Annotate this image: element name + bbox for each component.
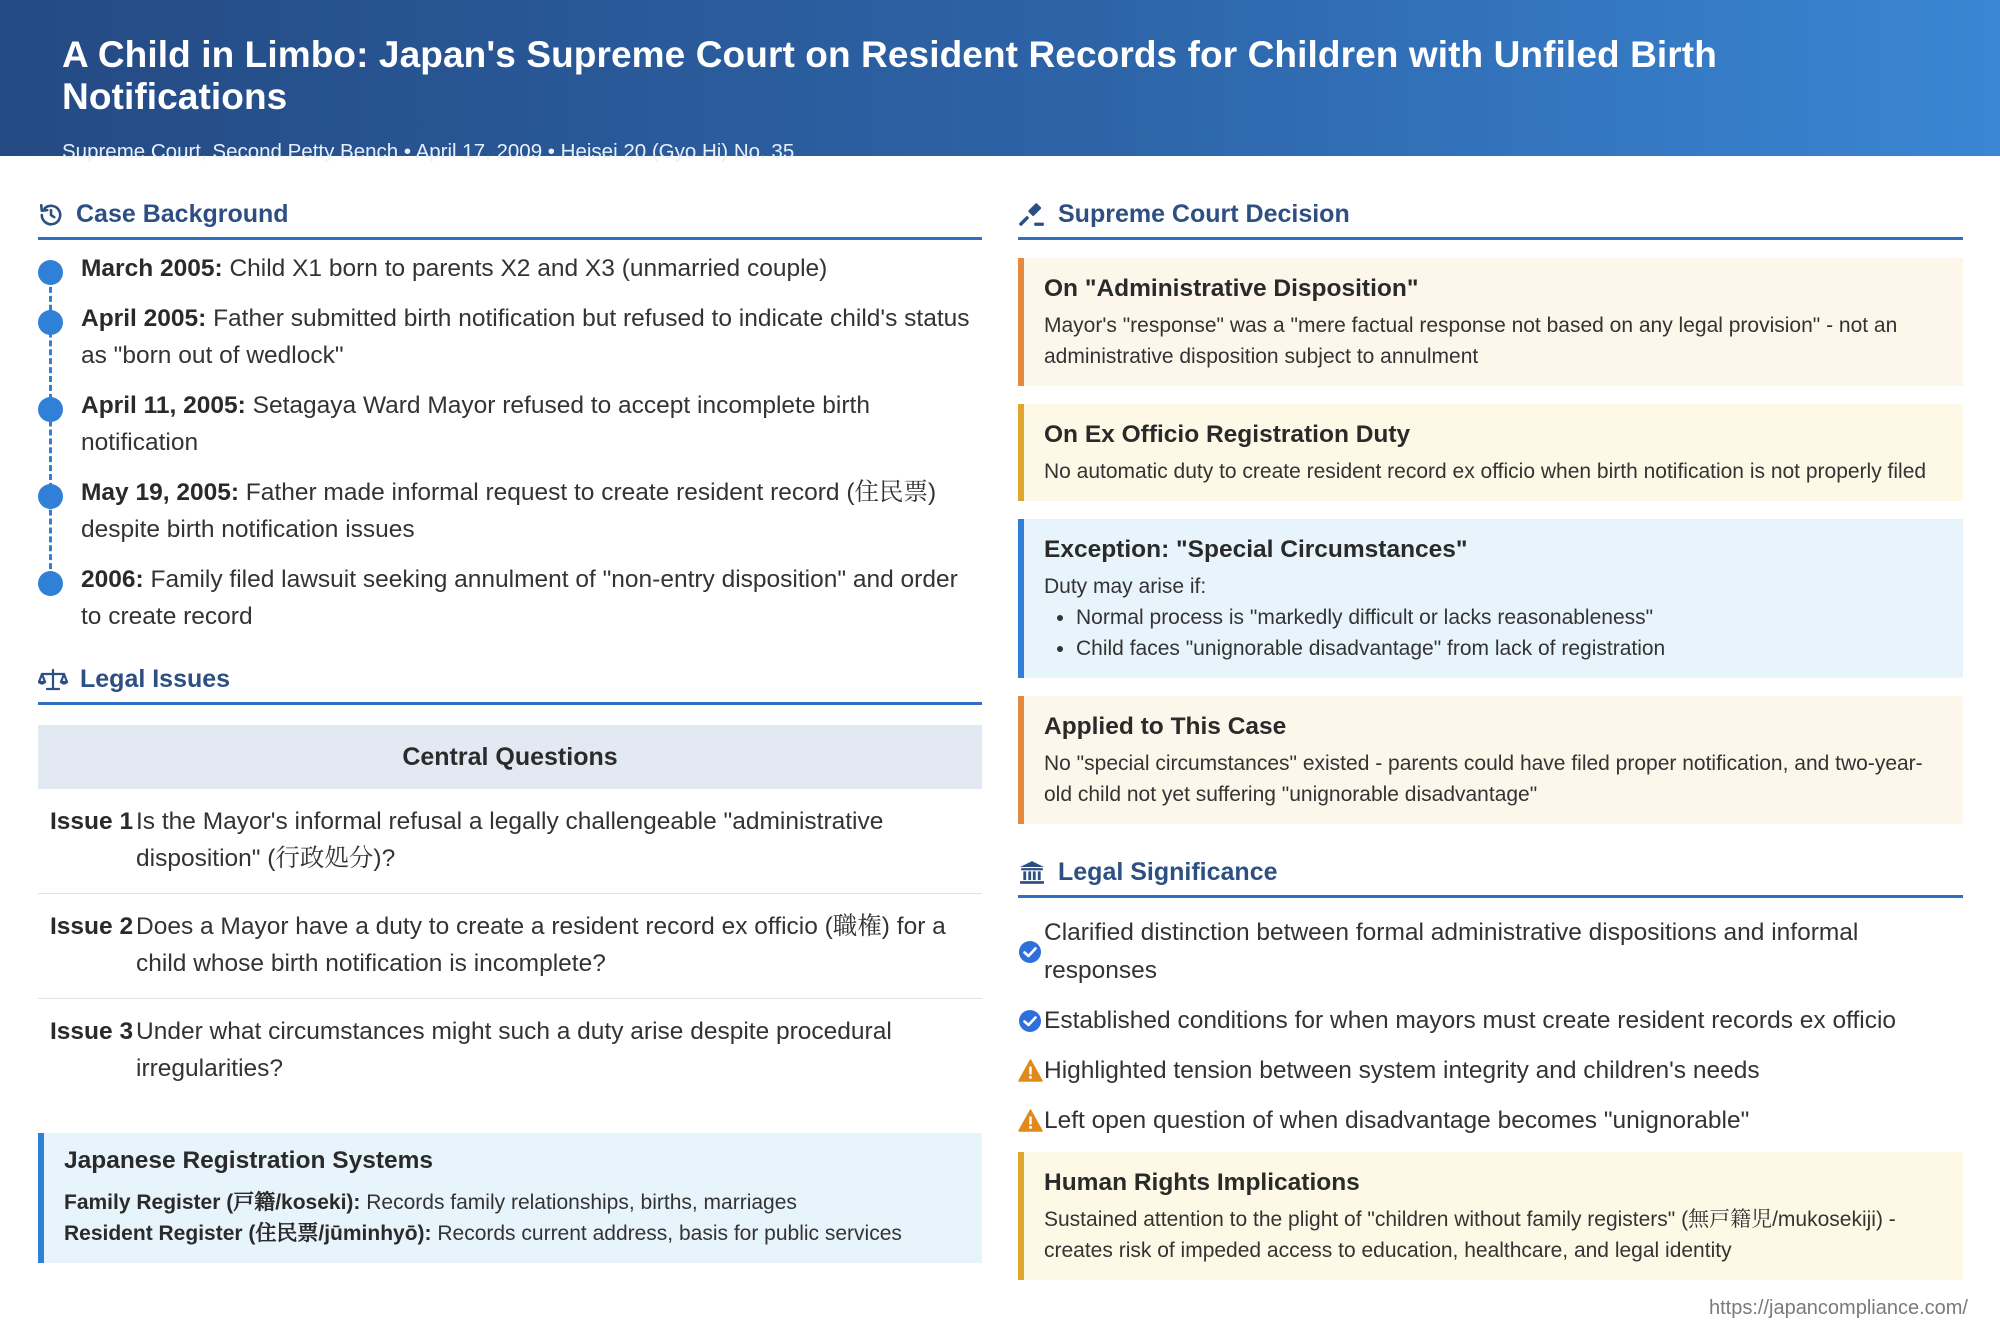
event-date: March 2005: — [81, 255, 223, 282]
card-text: Sustained attention to the plight of "children without family registers" (無戸籍児/mukosekiji) - creates risk of impeded access to education, healthcare, and legal identity — [1044, 1208, 1896, 1262]
event-date: May 19, 2005: — [81, 479, 239, 506]
warning-icon — [1018, 1052, 1044, 1082]
timeline-event — [38, 387, 982, 461]
issues-table-header: Central Questions — [38, 725, 982, 789]
decision-card-applied — [1018, 696, 1963, 824]
legal-issues-heading — [38, 657, 982, 705]
significance-text: Highlighted tension between system integrity and children's needs — [1044, 1057, 1760, 1084]
event-text: Father submitted birth notification but refused to indicate child's status as "born out of wedlock" — [81, 305, 970, 369]
page-title: A Child in Limbo: Japan's Supreme Court on Resident Records for Children with Unfiled Birth Notifications — [62, 34, 1717, 117]
resident-register-label: Resident Register (住民票/jūminhyō): — [64, 1222, 432, 1245]
timeline-dot — [38, 260, 63, 285]
list-item — [1018, 1002, 1963, 1040]
timeline-event — [38, 474, 982, 548]
table-row — [38, 894, 982, 999]
gavel-icon — [1018, 202, 1046, 228]
issue-question: Under what circumstances might such a duty arise despite procedural irregularities? — [136, 1018, 892, 1082]
registration-systems-box — [38, 1133, 982, 1263]
source-url: https://japancompliance.com/ — [1708, 1297, 1968, 1319]
page-subtitle: Supreme Court, Second Petty Bench • April 17, 2009 • Heisei 20 (Gyo Hi) No. 35 — [62, 140, 795, 163]
event-text: Child X1 born to parents X2 and X3 (unmarried couple) — [222, 255, 828, 282]
issue-question: Is the Mayor's informal refusal a legally challengeable "administrative disposition" (行政処分)? — [136, 808, 884, 872]
case-background-heading — [38, 192, 982, 240]
timeline-event — [38, 250, 982, 287]
list-item: • Child faces "unignorable disadvantage" from lack of registration — [1076, 633, 1941, 664]
significance-heading-label: Legal Significance — [1058, 858, 1278, 886]
family-register-label: Family Register (戸籍/koseki): — [64, 1191, 361, 1214]
check-circle-icon — [1018, 1002, 1044, 1033]
significance-text: Established conditions for when mayors must create resident records ex officio — [1044, 1007, 1897, 1034]
card-text: No automatic duty to create resident record ex officio when birth notification is not properly filed — [1044, 460, 1927, 483]
significance-heading — [1018, 850, 1963, 898]
event-date: 2006: — [81, 566, 144, 593]
case-background-heading-label: Case Background — [76, 200, 289, 228]
card-title: Applied to This Case — [1044, 713, 1287, 740]
event-date: April 11, 2005: — [81, 392, 246, 419]
event-text: Family filed lawsuit seeking annulment of "non-entry disposition" and order to create record — [81, 566, 958, 630]
resident-register-line — [64, 1218, 962, 1249]
card-title: Exception: "Special Circumstances" — [1044, 536, 1468, 563]
timeline — [38, 250, 982, 635]
issues-table — [38, 725, 982, 1103]
decision-card-special-circumstances — [1018, 519, 1963, 678]
family-register-text: Records family relationships, births, marriages — [360, 1191, 797, 1214]
conditions-list — [1076, 602, 1941, 664]
legal-issues-heading-label: Legal Issues — [80, 665, 231, 693]
history-icon — [38, 202, 64, 228]
timeline-dot — [38, 484, 63, 509]
timeline-dot — [38, 397, 63, 422]
issue-label: Issue 2 — [50, 913, 134, 940]
timeline-dot — [38, 310, 63, 335]
event-text: Setagaya Ward Mayor refused to accept incomplete birth notification — [81, 392, 870, 456]
page-header — [0, 0, 2000, 163]
list-item — [1018, 1102, 1963, 1140]
decision-card-administrative-disposition — [1018, 258, 1963, 386]
significance-text: Clarified distinction between formal administrative dispositions and informal responses — [1044, 919, 1859, 984]
balance-scale-icon — [38, 667, 68, 693]
resident-register-text: Records current address, basis for public services — [431, 1222, 902, 1245]
card-text: Duty may arise if: — [1044, 575, 1207, 598]
decision-heading — [1018, 192, 1963, 240]
significance-list — [1018, 914, 1963, 1140]
table-row — [38, 999, 982, 1103]
event-date: April 2005: — [81, 305, 207, 332]
issue-question: Does a Mayor have a duty to create a resident record ex officio (職権) for a child whose birth notification is incomplete? — [136, 913, 946, 977]
significance-text: Left open question of when disadvantage becomes "unignorable" — [1044, 1107, 1750, 1134]
timeline-event — [38, 300, 982, 374]
decision-card-ex-officio-duty — [1018, 404, 1963, 501]
left-column — [38, 192, 982, 1263]
list-item — [1018, 1052, 1963, 1090]
list-item — [1018, 914, 1963, 990]
card-text: No "special circumstances" existed - parents could have filed proper notification, and two-year-old child not yet suffering "unignorable disadvantage" — [1044, 752, 1923, 806]
family-register-line — [64, 1187, 962, 1218]
right-column — [1018, 192, 1963, 1280]
timeline-event — [38, 561, 982, 635]
issue-label: Issue 1 — [50, 808, 134, 835]
card-title: Human Rights Implications — [1044, 1169, 1360, 1196]
timeline-dot — [38, 571, 63, 596]
table-row — [38, 789, 982, 894]
card-text: Mayor's "response" was a "mere factual response not based on any legal provision" - not an administrative disposition subject to annulment — [1044, 314, 1898, 368]
registration-title: Japanese Registration Systems — [64, 1147, 434, 1174]
card-title: On "Administrative Disposition" — [1044, 275, 1419, 302]
card-title: On Ex Officio Registration Duty — [1044, 421, 1411, 448]
issue-label: Issue 3 — [50, 1018, 134, 1045]
decision-heading-label: Supreme Court Decision — [1058, 200, 1350, 228]
check-circle-icon — [1018, 914, 1044, 964]
institution-icon — [1018, 860, 1046, 886]
warning-icon — [1018, 1102, 1044, 1132]
event-text: Father made informal request to create resident record (住民票) despite birth notification issues — [81, 479, 937, 543]
list-item: • Normal process is "markedly difficult or lacks reasonableness" — [1076, 602, 1941, 633]
human-rights-card — [1018, 1152, 1963, 1280]
